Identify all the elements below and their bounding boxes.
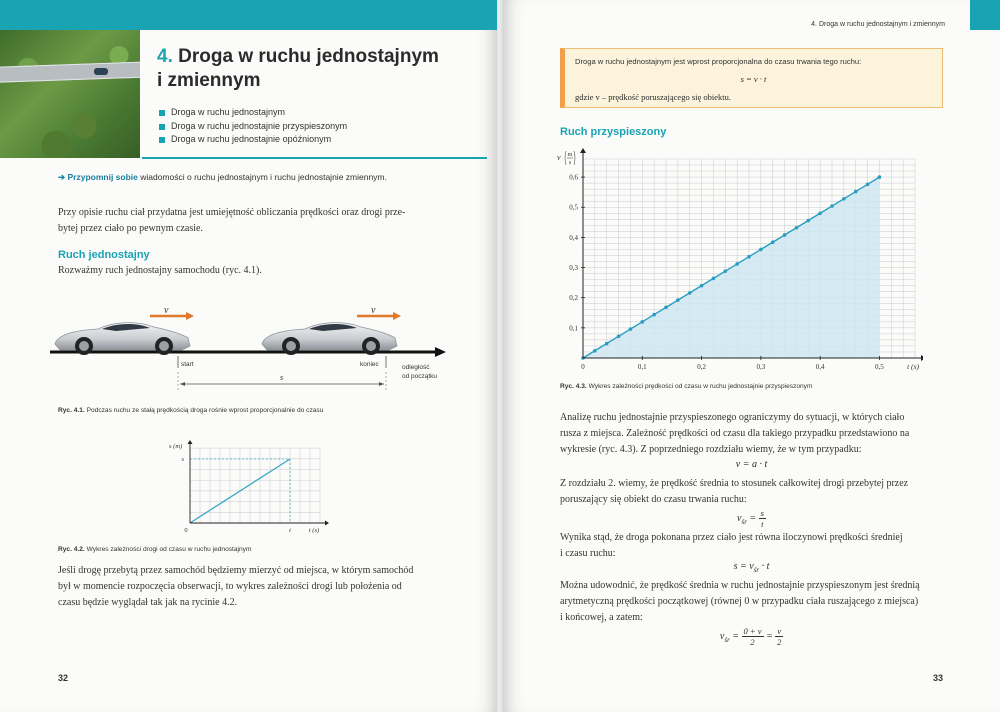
fraction-numerator: 0 + v — [743, 626, 762, 636]
section-heading-uniform: Ruch jednostajny — [58, 249, 150, 261]
start-label: start — [181, 361, 194, 368]
body-paragraph-3 — [560, 530, 903, 562]
body-line: i czasu ruchu: — [560, 548, 616, 559]
intro-line: Przy opisie ruchu ciał przydatna jest umiejętność obliczania prędkości oraz drogi prze- — [58, 207, 406, 218]
x-mark-label: t — [289, 527, 291, 534]
chapter-photo — [0, 30, 140, 158]
formula-average-arithmetic — [560, 626, 943, 647]
y-tick-label: 0,2 — [569, 294, 578, 303]
definition-formula: s = v · t — [740, 74, 767, 84]
formula-subscript: śr — [724, 635, 730, 644]
photo-car — [94, 68, 108, 75]
body-paragraph-1 — [560, 410, 909, 458]
data-point — [723, 269, 727, 273]
caption-text: Podczas ruchu ze stałą prędkością droga rośnie wprost proporcjonalnie do czasu — [86, 407, 324, 414]
x-tick-label: 0,5 — [875, 363, 884, 371]
x-tick-label: 0,4 — [815, 363, 825, 371]
body-paragraph-4 — [560, 578, 920, 626]
velocity-arrowhead — [186, 312, 194, 320]
running-head: 4. Droga w ruchu jednostajnym i zmiennym — [811, 21, 945, 28]
outro-line: Jeśli drogę przebytą przez samochód będziemy mierzyć od miejsca, w którym samochód — [58, 565, 414, 576]
y-axis-label: s (m) — [169, 443, 183, 450]
body-line: arytmetyczną prędkości początkowej (równej 0 w przypadku ciała ruszającego z miejsca) — [560, 596, 919, 607]
formula-subscript: śr — [741, 517, 747, 526]
origin-label: 0 — [184, 527, 188, 534]
formula-equals: = — [766, 630, 773, 642]
chapter-number: 4. — [157, 46, 173, 67]
topic-item: Droga w ruchu jednostajnym — [157, 106, 347, 120]
heading-rule — [142, 157, 487, 159]
formula-part: · t — [761, 561, 770, 572]
data-point — [605, 342, 609, 346]
body-line: Można udowodnić, że prędkość średnia w ruchu jednostajnie przyspieszonym jest średnią — [560, 580, 920, 591]
data-point — [783, 233, 787, 237]
y-mark-label: s — [181, 456, 184, 463]
fraction — [759, 508, 766, 529]
figure-4-3-chart — [553, 145, 923, 377]
remind-arrow-icon: ➔ — [58, 172, 66, 182]
axis-arrowhead — [435, 347, 446, 357]
y-tick-label: 0,3 — [569, 264, 578, 273]
car-end — [262, 323, 397, 355]
photo-road — [0, 61, 140, 83]
formula-average-velocity — [560, 508, 943, 529]
fraction-numerator: v — [777, 626, 782, 636]
y-unit-paren — [565, 151, 566, 165]
figure-4-2-caption — [58, 546, 251, 553]
car-start — [55, 323, 190, 355]
remind-note — [58, 172, 387, 183]
y-unit-paren — [574, 151, 575, 165]
figure-4-3-caption — [560, 383, 812, 390]
section-heading-accelerated: Ruch przyspieszony — [560, 126, 667, 138]
formula-symbol: v — [719, 630, 725, 642]
data-point — [878, 175, 882, 179]
end-label: koniec — [360, 361, 379, 368]
distance-label: s — [280, 373, 284, 382]
y-tick-label: 0,5 — [569, 203, 578, 212]
body-line: rusza z miejsca. Zależność prędkości od czasu dla takiego przypadku przedstawiono na — [560, 428, 910, 439]
formula-symbol: v — [737, 512, 742, 524]
axis-label: od początku — [402, 373, 438, 380]
outro-line: czasu będzie wyglądał tak jak na rycinie 4.2. — [58, 597, 238, 608]
figure-4-1-caption — [58, 407, 323, 414]
body-line: wykresie (ryc. 4.3). Z poprzedniego rozdziału wiemy, że w tym przypadku: — [560, 444, 862, 455]
intro-line: bytej przez ciało po pewnym czasie. — [58, 223, 203, 234]
axis-label: odległość — [402, 364, 430, 371]
y-axis-symbol: v — [557, 153, 561, 162]
data-point — [688, 291, 692, 295]
data-point — [652, 313, 656, 317]
definition-text: Droga w ruchu jednostajnym jest wprost proporcjonalna do czasu trwania tego ruchu: — [575, 57, 862, 66]
caption-text: Wykres zależności drogi od czasu w ruchu jednostajnym — [86, 546, 252, 553]
fraction-denominator: 2 — [750, 637, 755, 647]
body-paragraph-2 — [560, 476, 908, 508]
body-line: poruszający się obiekt do czasu trwania ruchu: — [560, 494, 747, 505]
formula-equals: = — [749, 512, 757, 524]
data-point — [795, 226, 799, 230]
data-point — [640, 320, 644, 324]
outro-line: był w momencie rozpoczęcia obserwacji, to wykres zależności drogi lub położenia od — [58, 581, 402, 592]
data-point — [593, 349, 597, 353]
definition-note: gdzie v – prędkość poruszającego się obiektu. — [575, 92, 732, 102]
data-point — [771, 240, 775, 244]
fraction — [775, 626, 783, 647]
body-line: Analizę ruchu jednostajnie przyspieszonego ograniczymy do sytuacji, w których ciało — [560, 412, 905, 423]
x-axis-arrowhead — [921, 355, 923, 361]
fraction-numerator: s — [760, 508, 764, 518]
x-axis-label: t (s) — [308, 527, 320, 534]
fraction-denominator: t — [761, 519, 764, 529]
data-point — [617, 334, 621, 338]
uniform-intro: Rozważmy ruch jednostajny samochodu (ryc. 4.1). — [58, 265, 262, 276]
data-point — [664, 306, 668, 310]
x-axis-label: t (s) — [907, 362, 919, 371]
topic-item: Droga w ruchu jednostajnie przyspieszonym — [157, 120, 347, 134]
data-point — [676, 298, 680, 302]
topic-item: Droga w ruchu jednostajnie opóźnionym — [157, 133, 347, 147]
y-unit-numerator: m — [567, 152, 573, 158]
left-page — [0, 0, 497, 712]
data-point — [759, 248, 763, 252]
formula-part: s = — [733, 561, 747, 572]
figure-4-2 — [165, 438, 335, 538]
caption-number: Ryc. 4.2. — [58, 546, 85, 553]
figure-4-1 — [50, 300, 460, 400]
y-unit-denominator: s — [568, 160, 572, 166]
y-axis-arrowhead — [580, 148, 586, 153]
data-point — [747, 255, 751, 259]
fraction — [742, 626, 764, 647]
data-point — [818, 211, 822, 215]
chapter-title-line1: Droga w ruchu jednostajnym — [178, 46, 439, 67]
fraction-denominator: 2 — [777, 637, 782, 647]
formula-v-at: v = a · t — [735, 459, 768, 470]
y-tick-label: 0,6 — [569, 173, 578, 182]
caption-number: Ryc. 4.1. — [58, 407, 85, 414]
chapter-heading — [157, 45, 457, 93]
velocity-arrowhead — [393, 312, 401, 320]
definition-box — [560, 48, 943, 108]
body-line: Z rozdziału 2. wiemy, że prędkość średnia to stosunek całkowitej drogi przebytej przez — [560, 478, 909, 489]
page-number-right: 33 — [932, 673, 943, 683]
outro-paragraph — [58, 563, 413, 611]
caption-text: Wykres zależności prędkości od czasu w ruchu jednostajnie przyspieszonym — [588, 383, 813, 390]
body-line: i końcowej, a zatem: — [560, 612, 643, 623]
formula-equals: = — [732, 630, 740, 642]
caption-number: Ryc. 4.3. — [560, 383, 587, 390]
chapter-topics — [157, 106, 347, 147]
data-point — [629, 327, 633, 331]
velocity-label: v — [164, 305, 169, 316]
intro-paragraph — [58, 205, 405, 237]
data-point — [712, 277, 716, 281]
data-point — [700, 284, 704, 288]
data-point — [735, 262, 739, 266]
data-point — [854, 190, 858, 194]
remind-text: wiadomości o ruchu jednostajnym i ruchu jednostajnie zmiennym. — [140, 172, 387, 182]
right-page — [503, 0, 1000, 712]
page-number-left: 32 — [58, 673, 69, 683]
data-point — [866, 183, 870, 187]
formula-subscript: śr — [753, 566, 760, 574]
x-tick-label: 0,3 — [756, 363, 766, 371]
x-axis-arrowhead — [325, 521, 329, 526]
chapter-title-line2: i zmiennym — [157, 70, 261, 91]
y-tick-label: 0,4 — [569, 233, 578, 242]
top-color-bar — [0, 0, 497, 30]
formula-symbol: v — [749, 561, 754, 572]
remind-strong: Przypomnij sobie — [67, 172, 138, 182]
data-point — [806, 219, 810, 223]
top-color-tab — [970, 0, 1000, 30]
x-tick-label: 0,1 — [637, 363, 647, 371]
x-tick-label: 0,2 — [697, 363, 706, 371]
data-point — [842, 197, 846, 201]
y-axis-arrowhead — [188, 440, 193, 444]
y-tick-label: 0,1 — [569, 324, 578, 333]
body-line: Wynika stąd, że droga pokonana przez ciało jest równa iloczynowi prędkości średniej — [560, 532, 903, 543]
origin-label: 0 — [581, 363, 585, 371]
formula-distance — [560, 561, 943, 574]
velocity-label: v — [371, 305, 376, 316]
data-point — [830, 204, 834, 208]
